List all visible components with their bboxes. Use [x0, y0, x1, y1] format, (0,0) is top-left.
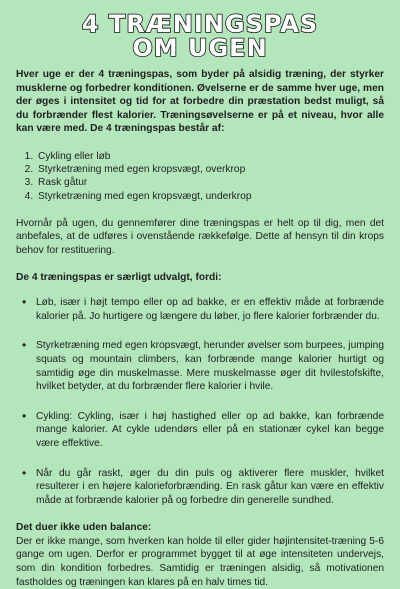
reason-item-running: • Løb, især i højt tempo eller op ad bakke, er en effektiv måde at forbrænde kalorier på. Jo hurtigere og længere du løber, jo flere kalorier forbrænder du.: [16, 296, 384, 323]
reason-item-strength: • Styrketræning med egen kropsvægt, herunder øvelser som burpees, jumping squats og mountain climbers, kan forbrænde mange kalorier hurtigt og samtidig øge din muskelmasse. Mere muskelmasse øger dit hvilestofskifte, hvilket betyder, at du forbrænder flere kalorier i hvile.: [16, 339, 384, 393]
session-item: 2. Styrketræning med egen kropsvægt, overkrop: [36, 163, 384, 176]
reason-item-walking: • Når du går raskt, øger du din puls og aktiverer flere muskler, hvilket resulterer i en højere kalorieforbrænding. En rask gåtur kan være en effektiv måde at forbrænde kalorier på og forbedre din generelle sundhed.: [16, 467, 384, 508]
selected-heading: De 4 træningspas er særligt udvalgt, fordi:: [16, 271, 222, 283]
session-item: 1. Cykling eller løb: [36, 150, 384, 163]
intro-paragraph: Hver uge er der 4 træningspas, som byder på alsidig træning, der styrker musklerne og forbedrer konditionen. Øvelserne er de samme hver uge, men der øges i intensitet og tid for at forbedre din præstation bedst muligt, så du forbrænder flest kalorier. Træningsøvelserne er på et niveau, hvor alle kan være med. De 4 træningspas består af:: [16, 69, 384, 135]
page-title-line-1: 4 TRÆNINGSPAS: [81, 10, 319, 38]
when-paragraph: Hvornår på ugen, du gennemfører dine træningspas er helt op til dig, men det anbefales, at de udføres i ovenstående rækkefølge. Dette af hensyn til din krops behov for restituering.: [16, 217, 384, 256]
page-title-line-2: OM UGEN: [132, 34, 268, 62]
session-item: 3. Rask gåtur: [36, 176, 384, 189]
balance-paragraph: Der er ikke mange, som hverken kan holde til eller gider højintensitet-træning 5-6 gange om ugen. Derfor er programmet bygget til at øge intensiteten undervejs, som din kondition forbedres. Samtidig er træningen alsidig, så motivationen fastholdes og træningen kan klares på en halv times tid.: [16, 535, 384, 588]
page-title: [16, 12, 384, 60]
session-item: 4. Styrketræning med egen kropsvægt, underkrop: [36, 190, 384, 203]
sessions-list: [36, 150, 384, 203]
balance-heading: Det duer ikke uden balance:: [16, 522, 152, 534]
reasons-list: [16, 296, 384, 507]
reason-item-cycling: • Cykling: Cykling, især i høj hastighed eller op ad bakke, kan forbrænde mange kalorier. At cykle udendørs eller på en stationær cykel kan begge være effektive.: [16, 410, 384, 451]
